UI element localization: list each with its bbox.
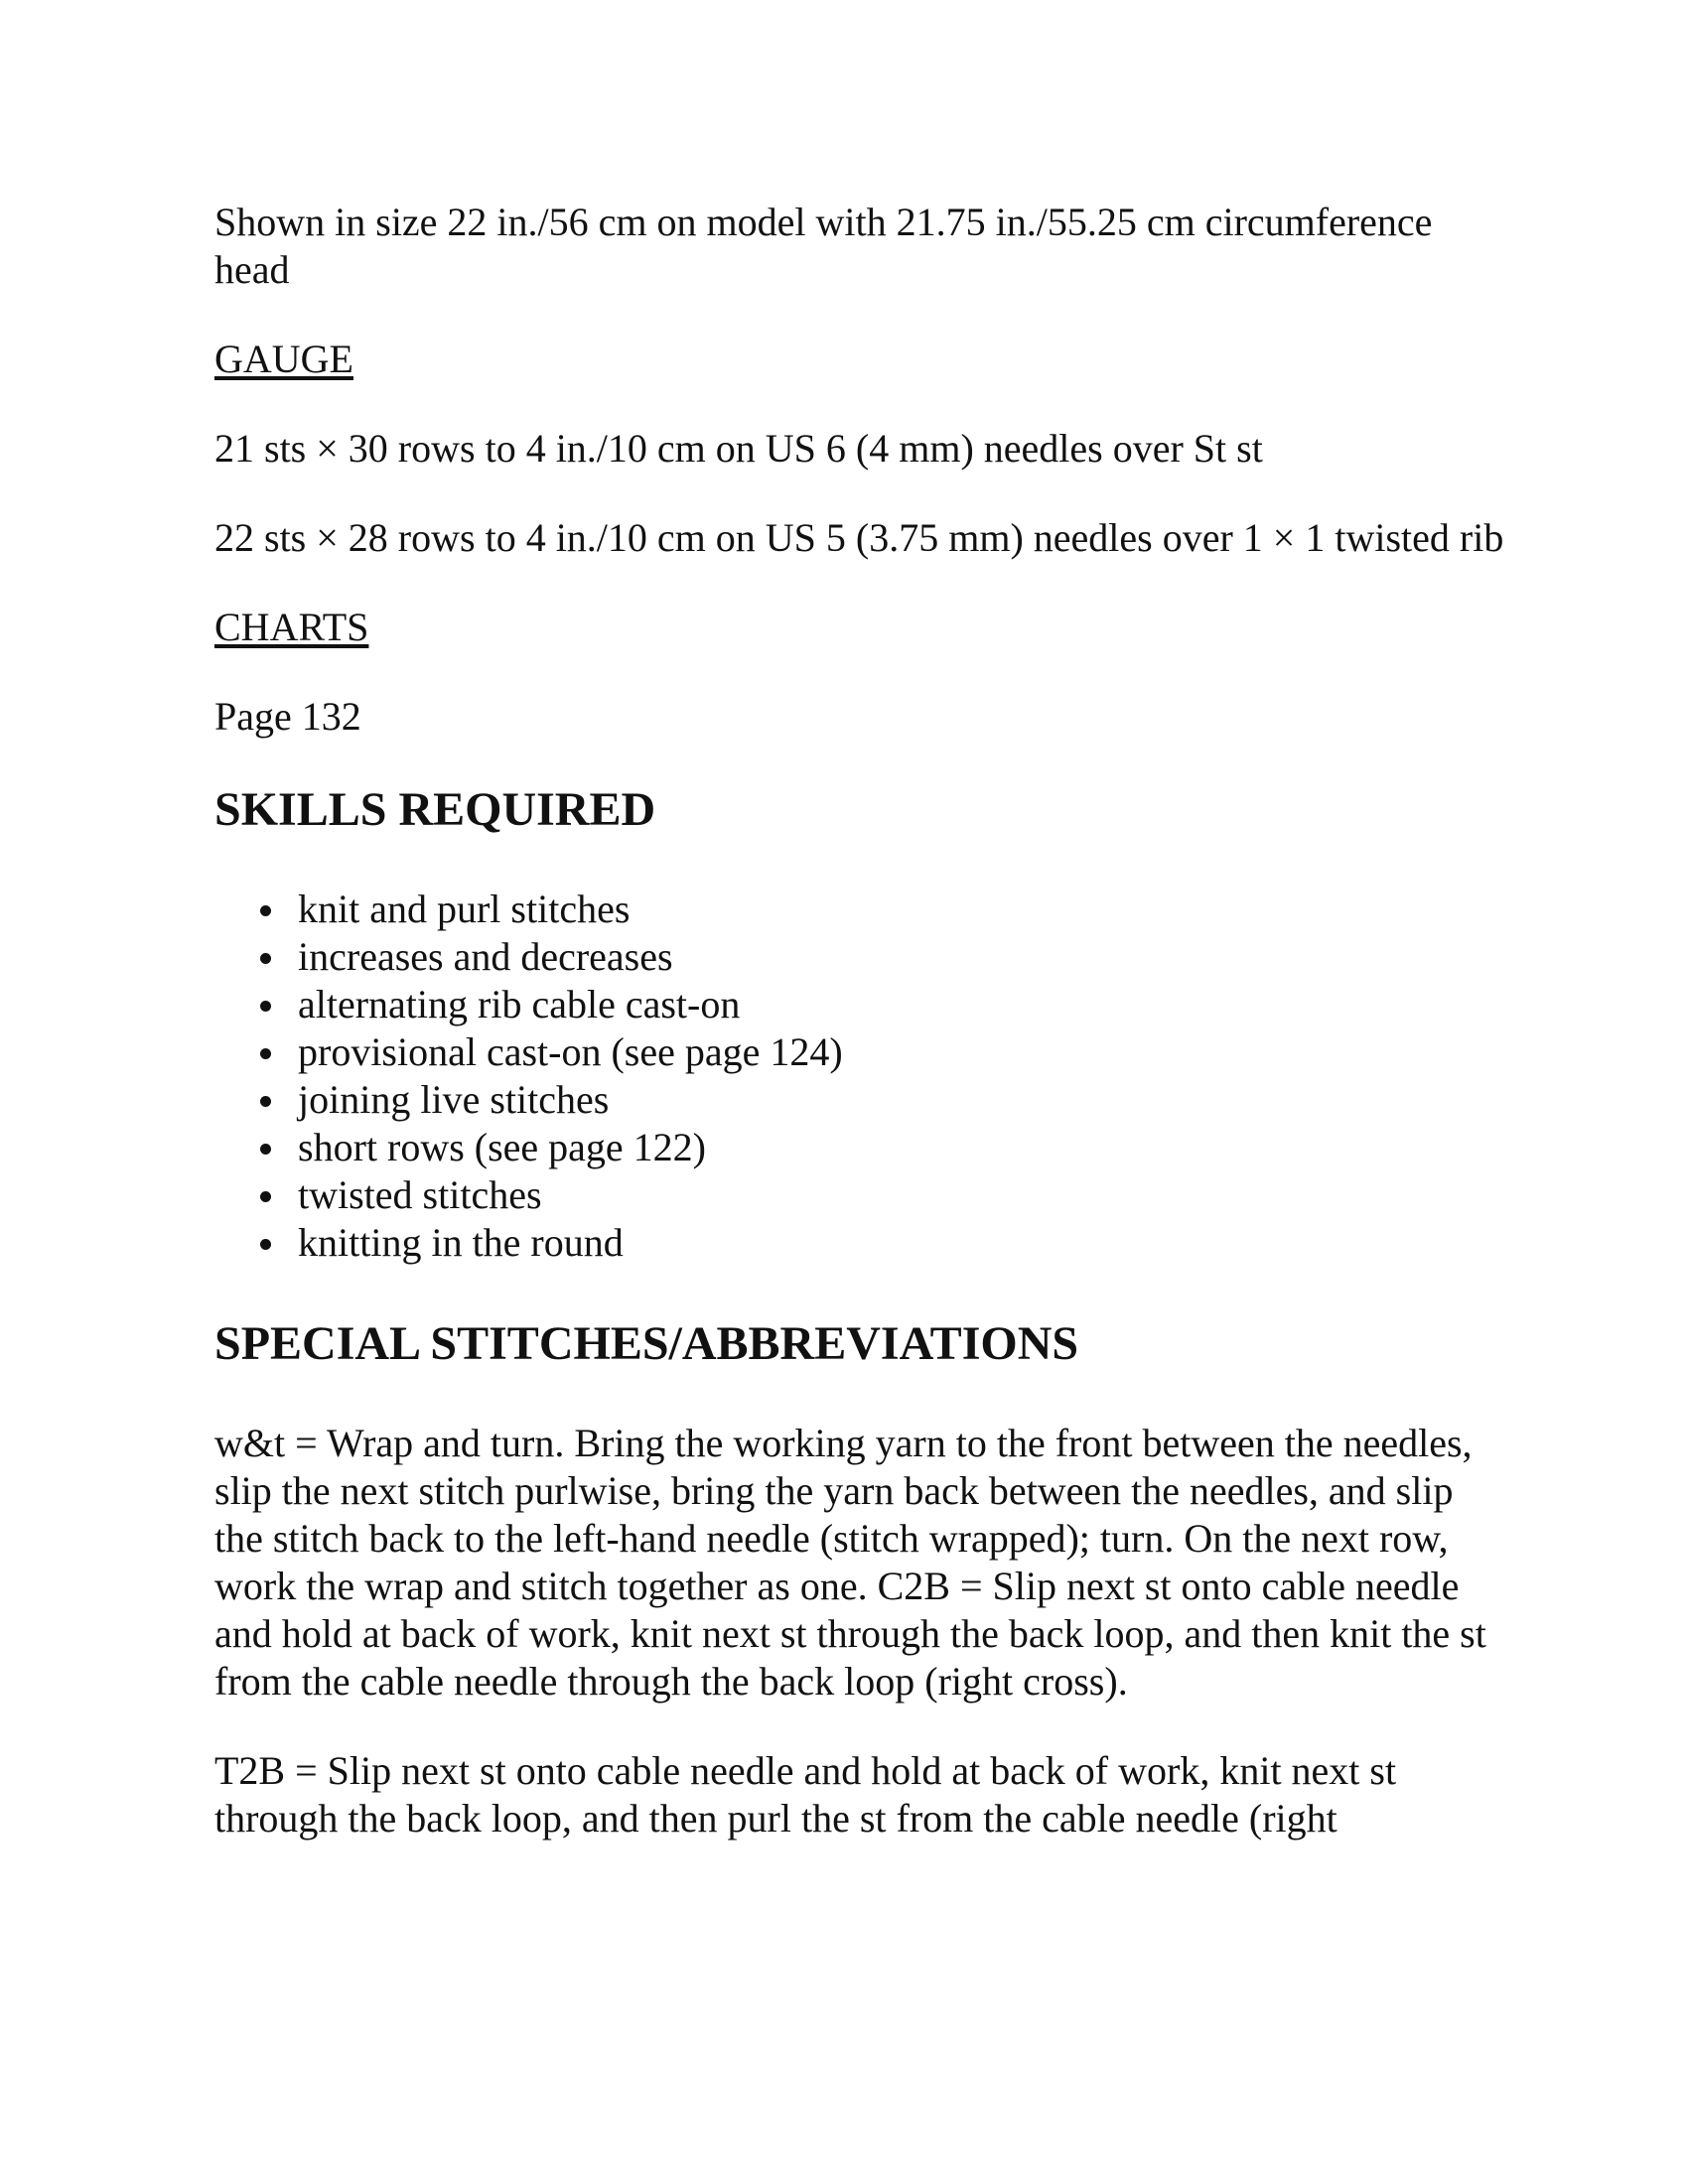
bullet-icon (260, 953, 271, 964)
list-item (298, 1028, 1505, 1076)
special-stitches-paragraph-1: w&t = Wrap and turn. Bring the working yarn to the front between the needles, slip the next stitch purlwise, bring the yarn back between the needles, and slip the stitch back to the left-hand needle (stitch wrapped); turn. On the next row, work the wrap and stitch together as one. C2B = Slip next st onto cable needle and hold at back of work, knit next st through the back loop, and then knit the st from the cable needle through the back loop (right cross). (214, 1421, 1486, 1704)
list-item (298, 1219, 1505, 1267)
list-item (298, 1124, 1505, 1171)
list-item (298, 981, 1505, 1028)
gauge-heading: GAUGE (214, 337, 353, 381)
list-item (298, 933, 1505, 981)
charts-heading: CHARTS (214, 605, 369, 649)
skill-text: alternating rib cable cast-on (298, 982, 741, 1026)
skill-text: increases and decreases (298, 934, 673, 979)
skill-text: knitting in the round (298, 1220, 624, 1265)
special-stitches-heading: SPECIAL STITCHES/ABBREVIATIONS (214, 1317, 1079, 1370)
bullet-icon (260, 905, 271, 916)
bullet-icon (260, 1001, 271, 1012)
charts-page-reference: Page 132 (214, 694, 361, 739)
list-item (298, 886, 1505, 933)
list-item (298, 1076, 1505, 1124)
skill-text: twisted stitches (298, 1172, 542, 1217)
special-stitches-paragraph-2: T2B = Slip next st onto cable needle and hold at back of work, knit next st through the back loop, and then purl the st from the cable needle (right (214, 1748, 1397, 1841)
document-page (214, 199, 1505, 1884)
skill-text: knit and purl stitches (298, 887, 631, 931)
skill-text: provisional cast-on (see page 124) (298, 1029, 843, 1074)
bullet-icon (260, 1048, 271, 1059)
gauge-line-2: 22 sts × 28 rows to 4 in./10 cm on US 5 (3.75 mm) needles over 1 × 1 twisted rib (214, 515, 1504, 560)
skill-text: short rows (see page 122) (298, 1125, 706, 1169)
skill-text: joining live stitches (298, 1077, 610, 1122)
gauge-line-1: 21 sts × 30 rows to 4 in./10 cm on US 6 (4 mm) needles over St st (214, 426, 1263, 471)
bullet-icon (260, 1191, 271, 1202)
bullet-icon (260, 1144, 271, 1155)
bullet-icon (260, 1096, 271, 1107)
skills-heading: SKILLS REQUIRED (214, 783, 656, 836)
bullet-icon (260, 1239, 271, 1250)
list-item (298, 1171, 1505, 1219)
intro-paragraph: Shown in size 22 in./56 cm on model with 21.75 in./55.25 cm circumference head (214, 200, 1433, 292)
skills-list (214, 886, 1505, 1267)
